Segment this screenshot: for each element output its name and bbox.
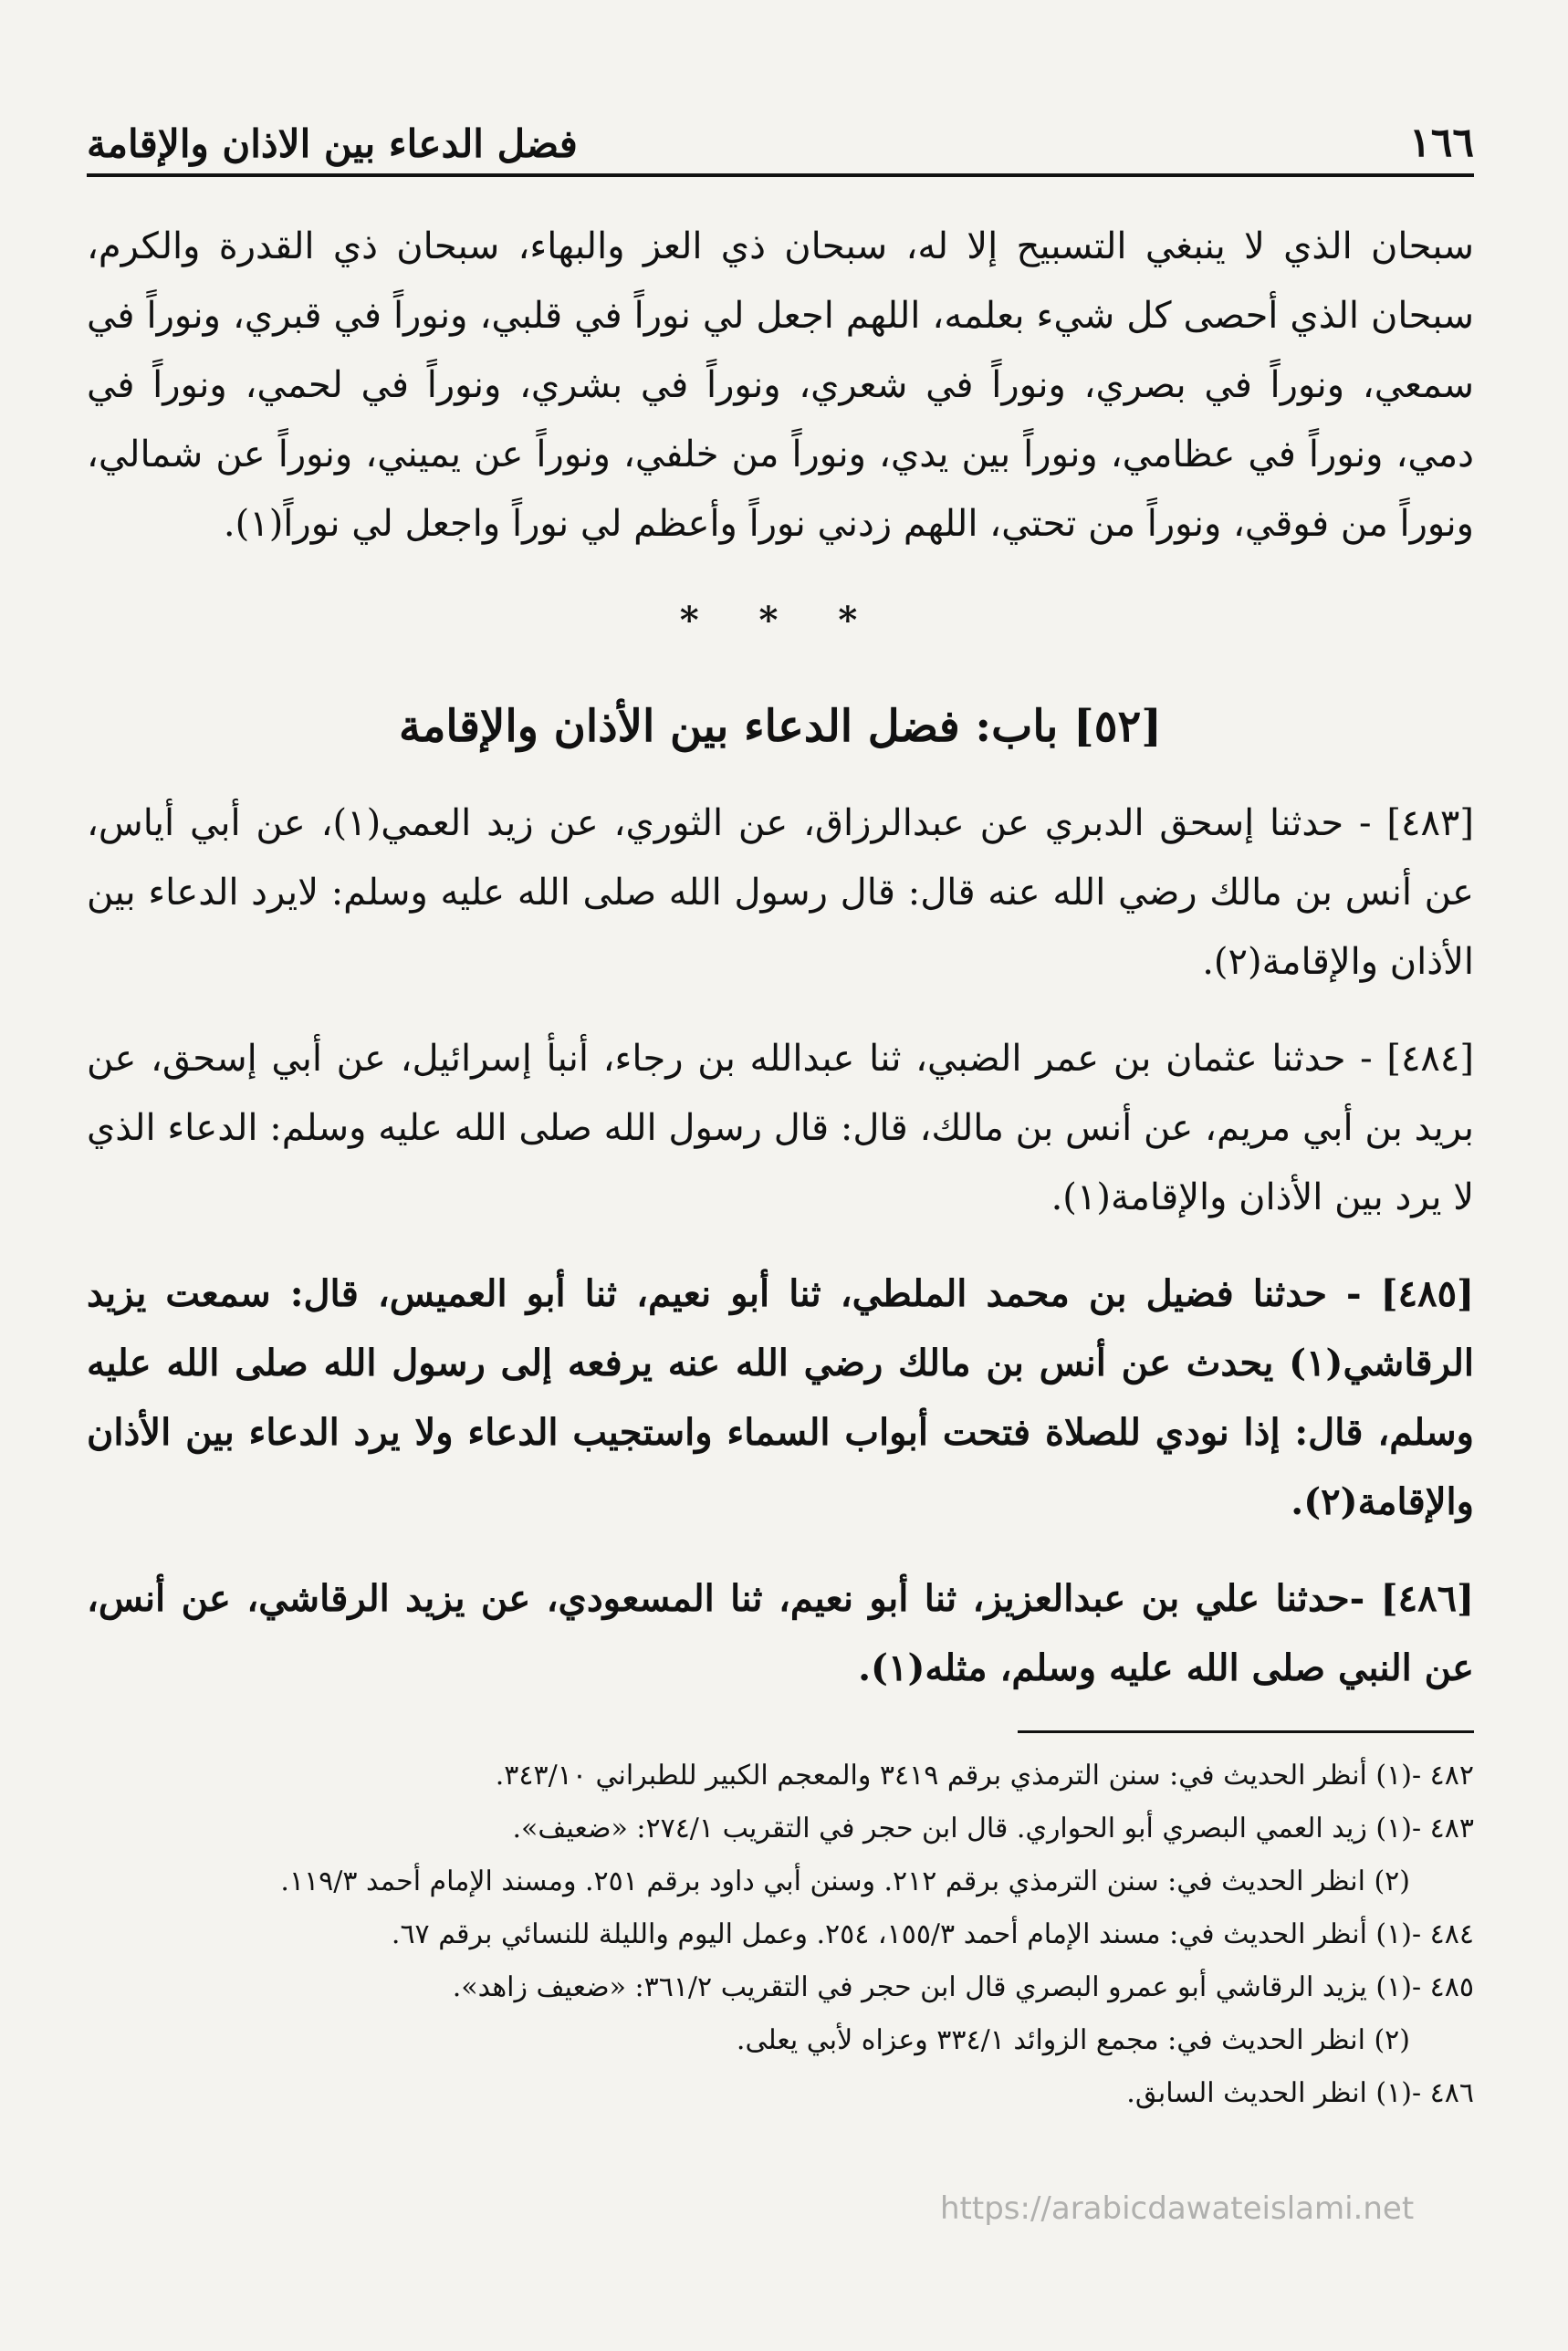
hadith-483: [٤٨٣] - حدثنا إسحق الدبري عن عبدالرزاق، عن الثوري، عن زيد العمي(١)، عن أبي أياس، عن أنس بن مالك رضي الله عنه قال: قال رسول الله صلى الله عليه وسلم: لايرد الدعاء بين الأذان والإقامة(٢). xyxy=(87,802,1475,983)
hadith-486: [٤٨٦] -حدثنا علي بن عبدالعزيز، ثنا أبو نعيم، ثنا المسعودي، عن يزيد الرقاشي، عن أنس، عن النبي صلى الله عليه وسلم، مثله(١). xyxy=(87,1577,1475,1689)
opening-paragraph: سبحان الذي لا ينبغي التسبيح إلا له، سبحان ذي العز والبهاء، سبحان ذي القدرة والكرم، سبحان الذي أحصى كل شيء بعلمه، اللهم اجعل لي نوراً في قلبي، ونوراً في قبري، ونوراً في سمعي، ونوراً في بصري، ونوراً في شعري، ونوراً في بشري، ونوراً في لحمي، ونوراً في دمي، ونوراً في عظامي، ونوراً بين يدي، ونوراً من خلفي، ونوراً عن يميني، ونوراً عن شمالي، ونوراً من فوقي، ونوراً من تحتي، اللهم زدني نوراً وأعظم لي نوراً واجعل لي نوراً(١). xyxy=(87,225,1474,545)
footnote-item: ٤٨٥ -(١) يزيد الرقاشي أبو عمرو البصري قال ابن حجر في التقريب ٣٦١/٢: «ضعيف زاهد». xyxy=(452,1971,1474,2003)
hadith-484: [٤٨٤] - حدثنا عثمان بن عمر الضبي، ثنا عبدالله بن رجاء، أنبأ إسرائيل، عن أبي إسحق، عن بريد بن أبي مريم، عن أنس بن مالك، قال: قال رسول الله صلى الله عليه وسلم: الدعاء الذي لا يرد بين الأذان والإقامة(١). xyxy=(87,1038,1474,1218)
footnote-item: ٤٨٢ -(١) أنظر الحديث في: سنن الترمذي برقم ٣٤١٩ والمعجم الكبير للطبراني ٣٤٣/١٠. xyxy=(495,1760,1474,1792)
running-header xyxy=(87,100,1474,177)
footnote-item: ٤٨٦ -(١) انظر الحديث السابق. xyxy=(1126,2077,1474,2109)
chapter-title: [٥٢] باب: فضل الدعاء بين الأذان والإقامة xyxy=(398,701,1163,752)
footnotes xyxy=(87,1750,1474,2120)
book-page xyxy=(87,100,1474,2120)
footnote-divider xyxy=(1018,1730,1474,1733)
footnote-item: (٢) انظر الحديث في: سنن الترمذي برقم ٢١٢. وسنن أبي داود برقم ٢٥١. ومسند الإمام أحمد ١١٩/٣. xyxy=(280,1865,1410,1897)
main-text xyxy=(87,212,1474,1703)
hadith-485: [٤٨٥] - حدثنا فضيل بن محمد الملطي، ثنا أبو نعيم، ثنا أبو العميس، قال: سمعت يزيد الرقاشي(١) يحدث عن أنس بن مالك رضي الله عنه يرفعه إلى رسول الله صلى الله عليه وسلم، قال: إذا نودي للصلاة فتحت أبواب السماء واستجيب الدعاء ولا يرد الدعاء بين الأذان والإقامة(٢). xyxy=(87,1272,1474,1523)
footnote-item: ٤٨٤ -(١) أنظر الحديث في: مسند الإمام أحمد ١٥٥/٣، ٢٥٤. وعمل اليوم والليلة للنسائي برقم ٦٧. xyxy=(391,1918,1474,1950)
running-title: فضل الدعاء بين الاذان والإقامة xyxy=(87,121,578,166)
page-number: ١٦٦ xyxy=(1409,120,1474,166)
section-separator: * * * xyxy=(679,599,882,642)
watermark: https://arabicdawateislami.net xyxy=(940,2190,1415,2227)
footnote-item: ٤٨٣ -(١) زيد العمي البصري أبو الحواري. قال ابن حجر في التقريب ٢٧٤/١: «ضعيف». xyxy=(512,1813,1474,1844)
footnote-item: (٢) انظر الحديث في: مجمع الزوائد ٣٣٤/١ وعزاه لأبي يعلى. xyxy=(736,2024,1410,2056)
